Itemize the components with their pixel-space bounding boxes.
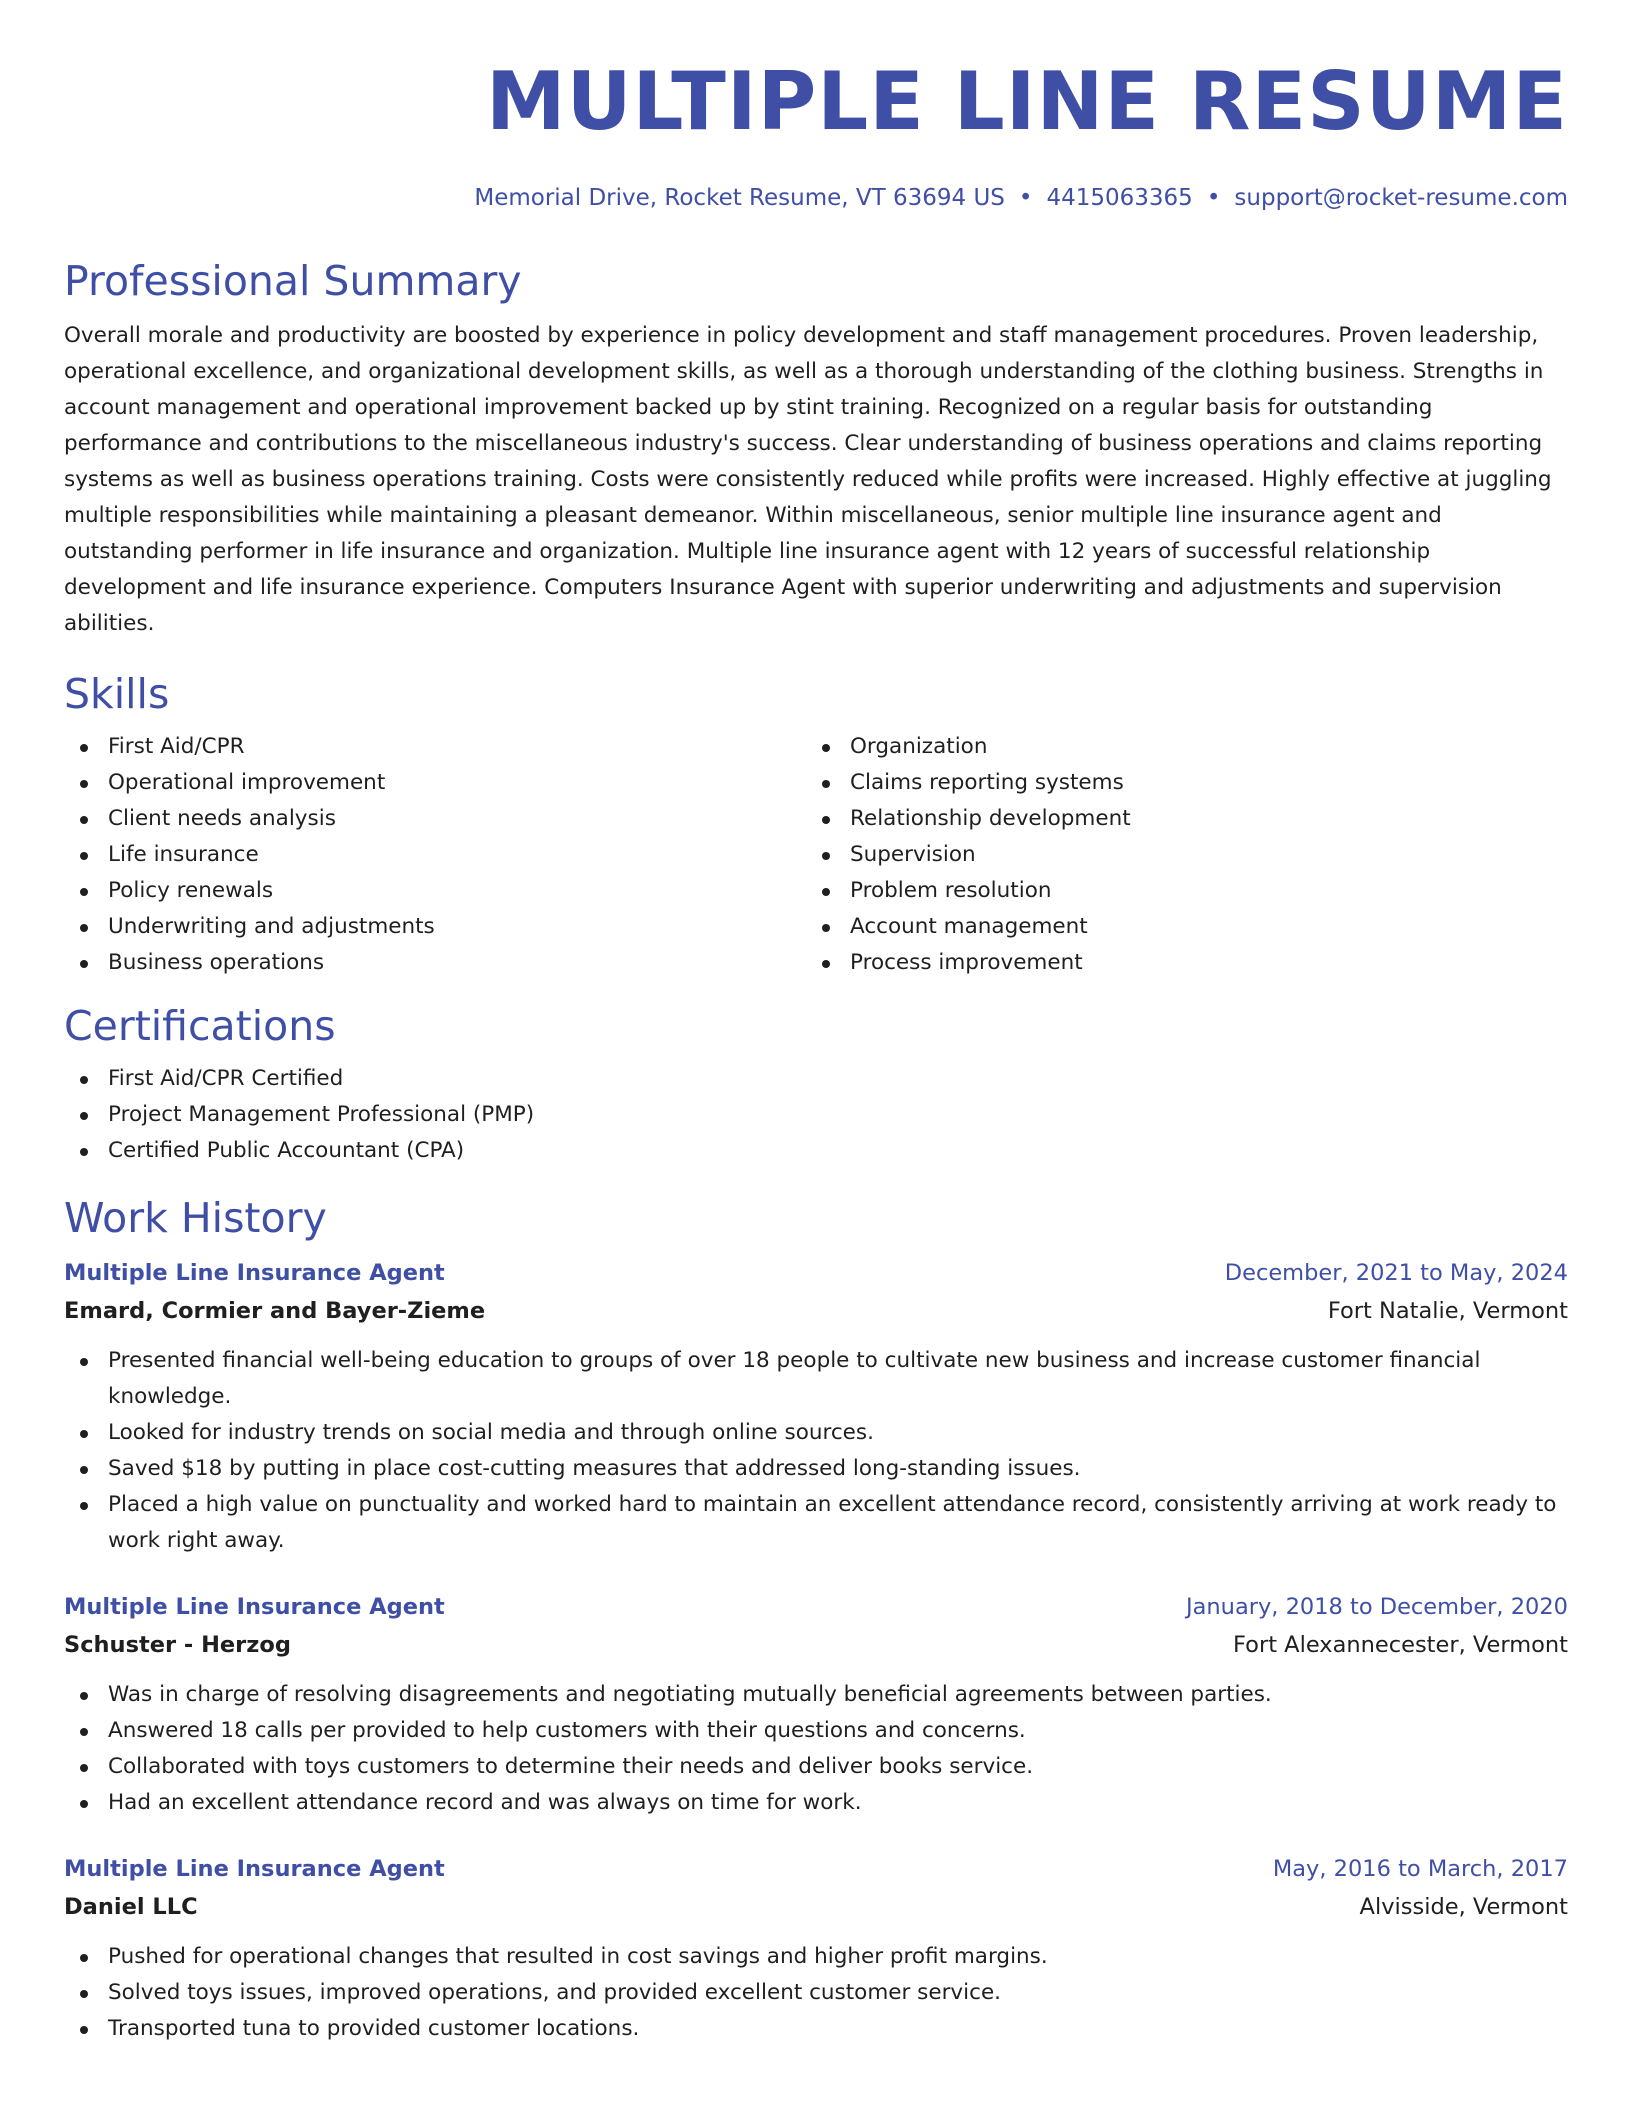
- contact-email: support@rocket-resume.com: [1234, 185, 1568, 211]
- job-entry: [64, 1255, 1568, 1559]
- job-bullets: [64, 1677, 1568, 1821]
- certifications-section: [64, 1001, 1568, 1169]
- skills-heading: Skills: [64, 670, 170, 718]
- job-bullet: Had an excellent attendance record and was always on time for work.: [64, 1785, 1568, 1821]
- skill-item: Life insurance: [64, 837, 806, 873]
- job-dates: December, 2021 to May, 2024: [1224, 1260, 1568, 1286]
- contact-separator: •: [1206, 185, 1221, 211]
- job-location: Fort Natalie, Vermont: [1327, 1298, 1568, 1324]
- contact-separator: •: [1018, 185, 1033, 211]
- skill-item: Relationship development: [806, 801, 1548, 837]
- certification-item: Certified Public Accountant (CPA): [64, 1133, 1568, 1169]
- skill-item: Problem resolution: [806, 873, 1548, 909]
- skill-item: Client needs analysis: [64, 801, 806, 837]
- job-company: Schuster - Herzog: [64, 1632, 291, 1658]
- skill-item: Process improvement: [806, 945, 1548, 981]
- skills-section: [64, 669, 1568, 981]
- contact-address: Memorial Drive, Rocket Resume, VT 63694 US: [474, 185, 1005, 211]
- skill-item: First Aid/CPR: [64, 729, 806, 765]
- skill-item: Business operations: [64, 945, 806, 981]
- summary-heading: Professional Summary: [64, 257, 522, 305]
- certification-item: Project Management Professional (PMP): [64, 1097, 1568, 1133]
- job-bullet: Collaborated with toys customers to determine their needs and deliver books service.: [64, 1749, 1568, 1785]
- summary-section: [64, 256, 1568, 642]
- work-history-section: [64, 1193, 1568, 2047]
- certifications-list: [64, 1061, 1568, 1169]
- certification-item: First Aid/CPR Certified: [64, 1061, 1568, 1097]
- skills-columns: [64, 729, 1568, 981]
- job-dates: May, 2016 to March, 2017: [1272, 1856, 1568, 1882]
- job-bullets: [64, 1939, 1568, 2047]
- job-title: Multiple Line Insurance Agent: [64, 1594, 445, 1620]
- job-bullet: Transported tuna to provided customer locations.: [64, 2011, 1568, 2047]
- summary-text: Overall morale and productivity are boosted by experience in policy development and staff management procedures. Proven leadership, operational excellence, and organizational development skills, as well as a thorough understanding of the clothing business. Strengths in account management and operational improvement backed up by stint training. Recognized on a regular basis for outstanding performance and contributions to the miscellaneous industry's success. Clear understanding of business operations and claims reporting systems as well as business operations training. Costs were consistently reduced while profits were increased. Highly effective at juggling multiple responsibilities while maintaining a pleasant demeanor. Within miscellaneous, senior multiple line insurance agent and outstanding performer in life insurance and organization. Multiple line insurance agent with 12 years of successful relationship development and life insurance experience. Computers Insurance Agent with superior underwriting and adjustments and supervision abilities.: [64, 323, 1552, 636]
- skill-item: Supervision: [806, 837, 1548, 873]
- skill-item: Policy renewals: [64, 873, 806, 909]
- job-company: Emard, Cormier and Bayer-Zieme: [64, 1298, 486, 1324]
- skill-item: Underwriting and adjustments: [64, 909, 806, 945]
- job-bullet: Placed a high value on punctuality and worked hard to maintain an excellent attendance record, consistently arriving at work ready to work right away.: [64, 1487, 1568, 1559]
- job-title: Multiple Line Insurance Agent: [64, 1856, 445, 1882]
- skills-left-list: [64, 729, 806, 981]
- job-title: Multiple Line Insurance Agent: [64, 1260, 445, 1286]
- job-bullet: Saved $18 by putting in place cost-cutting measures that addressed long-standing issues.: [64, 1451, 1568, 1487]
- contact-line: [64, 182, 1568, 214]
- job-bullet: Solved toys issues, improved operations, and provided excellent customer service.: [64, 1975, 1568, 2011]
- job-bullet: Looked for industry trends on social media and through online sources.: [64, 1415, 1568, 1451]
- job-entry: [64, 1851, 1568, 2047]
- skill-item: Account management: [806, 909, 1548, 945]
- job-bullet: Was in charge of resolving disagreements and negotiating mutually beneficial agreements between parties.: [64, 1677, 1568, 1713]
- job-bullets: [64, 1343, 1568, 1559]
- resume-name: MULTIPLE LINE RESUME: [485, 55, 1568, 148]
- job-location: Fort Alexannecester, Vermont: [1233, 1632, 1568, 1658]
- job-location: Alvisside, Vermont: [1359, 1894, 1568, 1920]
- skill-item: Operational improvement: [64, 765, 806, 801]
- job-company: Daniel LLC: [64, 1894, 198, 1920]
- contact-phone: 4415063365: [1046, 185, 1193, 211]
- job-bullet: Answered 18 calls per provided to help customers with their questions and concerns.: [64, 1713, 1568, 1749]
- job-dates: January, 2018 to December, 2020: [1186, 1594, 1568, 1620]
- job-bullet: Presented financial well-being education to groups of over 18 people to cultivate new business and increase customer financial knowledge.: [64, 1343, 1568, 1415]
- job-entry: [64, 1589, 1568, 1821]
- skills-right-list: [806, 729, 1548, 981]
- skill-item: Organization: [806, 729, 1548, 765]
- skill-item: Claims reporting systems: [806, 765, 1548, 801]
- certifications-heading: Certifications: [64, 1002, 336, 1050]
- work-history-heading: Work History: [64, 1194, 327, 1242]
- job-bullet: Pushed for operational changes that resulted in cost savings and higher profit margins.: [64, 1939, 1568, 1975]
